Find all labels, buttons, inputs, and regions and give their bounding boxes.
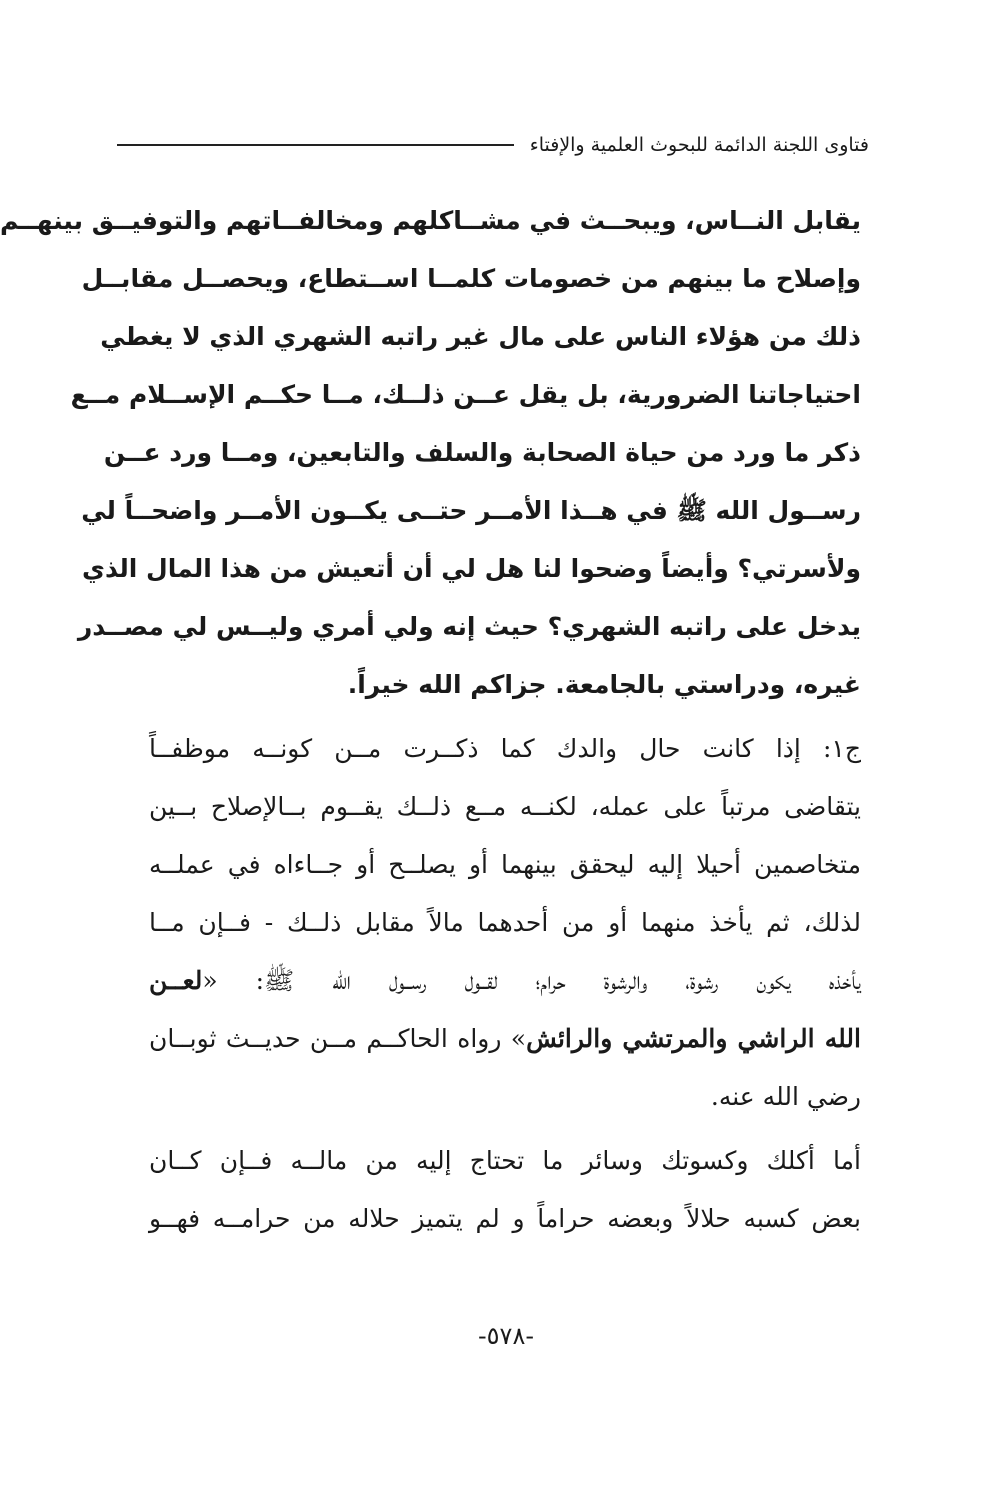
question-line: يدخل على راتبه الشهري؟ حيث إنه ولي أمري وليــس لي مصــدر	[77, 612, 861, 641]
answer-line	[149, 1010, 861, 1068]
question-line: احتياجاتنا الضرورية، بل يقل عــن ذلــك، مــا حكــم الإســلام مــع	[70, 380, 861, 409]
continuation-line: أما أكلك وكسوتك وسائر ما تحتاج إليه من مالــه فــإن كــان	[149, 1146, 861, 1175]
page-number: -٥٧٨-	[477, 1322, 534, 1350]
answer-text: » رواه الحاكــم مــن حديــث ثوبــان	[149, 1024, 527, 1053]
question-line: يقابل النــاس، ويبحــث في مشــاكلهم ومخالفــاتهم والتوفيــق بينهــم	[0, 206, 861, 235]
answer-line: ج١: إذا كانت حال والدك كما ذكــرت مــن كونــه موظفــاً	[149, 734, 861, 763]
question-block	[0, 192, 861, 714]
question-line: رســول الله ﷺ في هــذا الأمــر حتــى يكــون الأمــر واضحــاً لي	[81, 496, 861, 525]
answer-line	[149, 952, 861, 1010]
question-line: ذكر ما ورد من حياة الصحابة والسلف والتابعين، ومــا ورد عــن	[103, 438, 861, 467]
hadith-quote: لعــن	[149, 966, 203, 995]
answer-line: متخاصمين أحيلا إليه ليحقق بينهما أو يصلــح أو جــاءاه في عملــه	[149, 850, 861, 879]
header-rule	[117, 144, 514, 146]
running-header	[117, 130, 869, 160]
answer-line: رضي الله عنه.	[710, 1082, 861, 1111]
question-line: غيره، ودراستي بالجامعة. جزاكم الله خيراً.	[347, 670, 861, 699]
hadith-quote: الله الراشي والمرتشي والرائش	[526, 1024, 861, 1053]
question-line: ولأسرتي؟ وأيضاً وضحوا لنا هل لي أن أتعيش من هذا المال الذي	[82, 554, 861, 583]
page-body	[0, 192, 861, 1248]
answer-line: يتقاضى مرتباً على عمله، لكنــه مــع ذلــك يقــوم بــالإصلاح بــين	[149, 792, 861, 821]
question-line: ذلك من هؤلاء الناس على مال غير راتبه الشهري الذي لا يغطي	[100, 322, 861, 351]
continuation-block	[149, 1132, 861, 1248]
answer-block	[149, 720, 861, 1126]
answer-line: لذلك، ثم يأخذ منهما أو من أحدهما مالاً مقابل ذلــك - فــإن مــا	[149, 908, 861, 937]
header-title: فتاوى اللجنة الدائمة للبحوث العلمية والإفتاء	[529, 134, 869, 156]
continuation-line: بعض كسبه حلالاً وبعضه حراماً و لم يتميز حلاله من حرامــه فهــو	[149, 1204, 861, 1233]
answer-text: يأخذه يكون رشوة، والرشوة حرام؛ لقــول رســول الله ﷺ: «	[202, 966, 861, 995]
question-line: وإصلاح ما بينهم من خصومات كلمــا اســتطاع، ويحصــل مقابــل	[81, 264, 861, 293]
